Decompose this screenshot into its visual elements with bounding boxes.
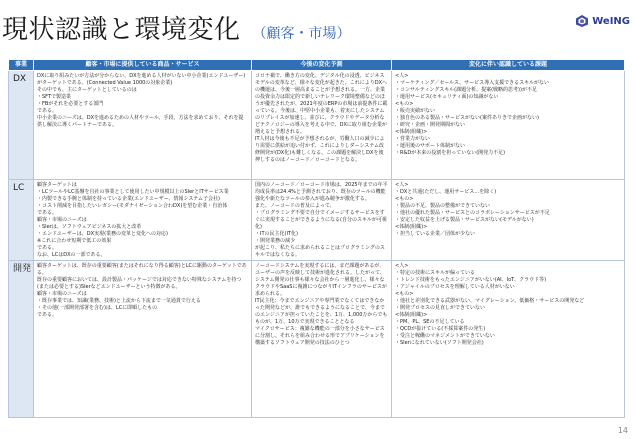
cell-line: である。 bbox=[37, 312, 58, 318]
cell-line: ・運用後のサポート体制がない bbox=[395, 143, 466, 149]
cell-line: <人> bbox=[395, 263, 409, 269]
cell-line: ・プログラミング不要で自分でイメージするサービスをすぐに実現することができるようになる(自分のスキルが可視化) bbox=[255, 210, 387, 230]
cell-line: である。 bbox=[37, 245, 58, 251]
forecast-cell bbox=[252, 261, 392, 418]
cell-line: ・ITの民主化(IT化) bbox=[255, 231, 298, 237]
forecast-cell bbox=[252, 71, 392, 180]
page-title bbox=[2, 9, 351, 46]
cell-line: <体制(組織)> bbox=[395, 312, 428, 318]
page-title-text: 現状認識と環境変化 bbox=[2, 15, 241, 45]
issues-cell bbox=[392, 261, 625, 418]
cell-line: である。 bbox=[37, 210, 58, 216]
issues-cell bbox=[392, 71, 625, 180]
cell-line: ・特定の技術にスキルが偏っている bbox=[395, 270, 475, 276]
forecast-cell bbox=[252, 180, 392, 261]
cell-line: ・研究・企画・開発期間がない bbox=[395, 122, 466, 128]
cell-line: ・コスト削減を目指したいレガシー(モダナイゼーション合わDX)を望む企業・自治体 bbox=[37, 203, 228, 209]
cell-line: ・開発業務の減少 bbox=[255, 238, 296, 244]
cell-line: <人> bbox=[395, 73, 409, 79]
category-cell: DX bbox=[9, 71, 34, 180]
cell-line: IT人材は今後も不足が予想されるが、労働人口の減少により需要に供給が追い付かず、これによりしダーシステム改修開発が(DX化)も難しくなる。この課題を解決しDXを後押しするのはノーコード／ローコードとなる。 bbox=[255, 136, 385, 163]
cell-line: <もの> bbox=[395, 196, 414, 202]
cell-line: ・営業力がない bbox=[395, 136, 431, 142]
cell-line: IT民主化：今までエンジニアや専門業でなくてはできなかった開発などが、誰でもできるようになることで、今までのエンジニアが担っていたことを、1万、1,000万からでもものが、1万、10万で実現できることとなる bbox=[255, 298, 388, 325]
cell-line: ・開発プロセスの見直しができていない bbox=[395, 305, 486, 311]
cell-line: ・運用サービス(セキュリティ面)の知識がない bbox=[395, 94, 499, 100]
cell-line: ・既存事業では、知識(業務、技術)と上流から下流まで一気通貫で行える bbox=[37, 298, 201, 304]
header-forecast: 今後の変化予測 bbox=[252, 60, 392, 71]
category-cell: 開発 bbox=[9, 261, 34, 418]
company-logo bbox=[575, 14, 630, 28]
products-cell bbox=[34, 180, 252, 261]
cell-line: ・トレンド技術をもったエンジニアがいない(AI、IoT、クラウド等) bbox=[395, 277, 547, 283]
cell-line: 中小企業のニーズは、DXを進めるための人材やツール、手段、方法を求めており、それを提供し解決に導くパートナーである。 bbox=[37, 115, 244, 128]
cell-line: ・アジャイルのプロセスを理解している人材がいない bbox=[395, 284, 515, 290]
cell-line: 顧客・市場のニーズは bbox=[37, 291, 87, 297]
cell-line: <体制(組織)> bbox=[395, 129, 428, 135]
cell-line: 国内のノーコード／ローコード市場は、2025年までの年平均成長率は24.4%と予測されており、既存のツールの機能強化や新たなツールの参入が進み競争が激化する。 bbox=[255, 182, 388, 202]
cell-line: ・安定した収益を上げる製品・サービスがない(モデルがない) bbox=[395, 217, 534, 223]
table-row-dx bbox=[9, 71, 625, 180]
category-cell: LC bbox=[9, 180, 34, 261]
cell-line: ・QCDが抜けている(不採算案件の発生) bbox=[395, 326, 486, 332]
cell-line: である。 bbox=[37, 108, 58, 114]
table-header-row bbox=[9, 60, 625, 71]
products-cell bbox=[34, 261, 252, 418]
cell-line: 顧客ターゲットは、既存の重要顧客(またはそれになり得る顧客)とLCに駆動のターゲットである。 bbox=[37, 263, 247, 276]
cell-line: マイクロサービス：複雑な機能の一部分を小さなサービスに分割し、それらを組み合わせる形でアプリケーションを構築するソフトウェア開発の技法のひとつ bbox=[255, 326, 385, 346]
cell-line: <体制(組織)> bbox=[395, 224, 428, 230]
cell-line: ・独自色のある製品・サービスがない(案件ありきで企画がない) bbox=[395, 115, 539, 121]
cell-line: ・販売実績がない bbox=[395, 108, 436, 114]
cell-line: が起こり、私たちに求められることはプログラミングのスキルではなくなる。 bbox=[255, 245, 385, 258]
table-row-development bbox=[9, 261, 625, 418]
cell-line: コロナ禍で、働き方の変化、デジタル化の浸透、ビジネスモデルの変革など、様々な変化が起きた。これによりDXへの機運は、今後一層高まることが予想される。一方、企業の投資余力は限定的で新しいテレワーク環境整備などのほうが優先されたが、2021年度のERPの市場は前提条件に載っている。今後は、中堅中小企業も、着実にしたシステムのリプレイスが加速し、並びに、クラウドやデータ分析などテクノロジーの導入を考える中で、DXに取り組む企業が増えると予想される。 bbox=[255, 73, 388, 135]
cell-line: その中でも、主にターゲットとしているのは bbox=[37, 87, 137, 93]
cell-line: ※これに合わせ短期で低工の効果 bbox=[37, 238, 112, 244]
cell-line: <もの> bbox=[395, 291, 414, 297]
logo-text: WeING bbox=[592, 15, 630, 27]
cell-line: ・内製できる手腕と体制を持っている企業(エンドユーザー、情報システム子会社) bbox=[37, 196, 221, 202]
cell-line: DXに取り組みたいが方法が分からない、DXを進める人材がいない中小企業(エンドユーザー)がターゲットである。(Connected Value 1000の対象企業) bbox=[37, 73, 246, 86]
weing-logo-icon bbox=[575, 14, 589, 28]
cell-line: 既存の重要顧客においては、設計製品・パッケージでは対応できない特殊なシステムを持つ(または必要とする)SIerなどエンドユーザーという特徴がある。 bbox=[37, 277, 242, 290]
cell-line: ・DXと共通(ただし、運用サービス…を除く) bbox=[395, 189, 497, 195]
cell-line: また、ノーコードの普及によって、 bbox=[255, 203, 335, 209]
products-cell bbox=[34, 71, 252, 180]
cell-line: ・その他(一部開発部署を含む)は、LCに即順したもの bbox=[37, 305, 158, 311]
cell-line: ・SFTで製造業 bbox=[37, 94, 72, 100]
cell-line: ・他社の優れた製品・サービスとのコラボレーションサービスが不足 bbox=[395, 210, 550, 216]
header-business: 事業 bbox=[9, 60, 34, 71]
status-table bbox=[8, 59, 625, 418]
cell-line: ノーコードシステムを実現するには、まだ課題があるが、ユーザーの声を反映して技術が進化される。したがって、システム開発の仕事も様々な会社から一層進化し、様々なクラウドやSaaSに複雑につながりITインフラのサービスが求められる。 bbox=[255, 263, 387, 297]
cell-line: <人> bbox=[395, 182, 409, 188]
cell-line: ・他社と差別化できる武器がない、マイグレーション、低価格・サービスの開発など bbox=[395, 298, 585, 304]
issues-cell bbox=[392, 180, 625, 261]
cell-line: ・LCツールやLC基盤を自社の事業として使用したい中規模以上のSIerとITサービス業 bbox=[37, 189, 229, 195]
cell-line: ・FBがそれを必要とする部門 bbox=[37, 101, 104, 107]
cell-line: ・エンドユーザーは、DX実現(業務の変革と変化への対応) bbox=[37, 231, 168, 237]
cell-line: ・製品の不足、製品の整備ができていない bbox=[395, 203, 491, 209]
cell-line: ・PM、PL、SEの不足している bbox=[395, 319, 465, 325]
cell-line: ・マーケティング／セールス、サービス導入支援できるスキルがない bbox=[395, 80, 550, 86]
cell-line: なお、LCはDXの一部である。 bbox=[37, 252, 106, 258]
cell-line: ・コンサルティングスキル(課題分析、提案(戦略的思考))が不足 bbox=[395, 87, 537, 93]
cell-line: 顧客・市場のニーズは bbox=[37, 217, 87, 223]
cell-line: ・SIerになれていない(ソフト開発会社) bbox=[395, 340, 484, 346]
page-number: 14 bbox=[617, 426, 628, 435]
cell-line: <もの> bbox=[395, 101, 414, 107]
page-subtitle: （顧客・市場） bbox=[252, 26, 351, 42]
header-issues: 変化に伴い認識している課題 bbox=[392, 60, 625, 71]
cell-line: ・SIerは、ソフトウェアビジネスの拡大と改革 bbox=[37, 224, 142, 230]
cell-line: 顧客ターゲットは bbox=[37, 182, 77, 188]
cell-line: ・受注と稼働のマネジメントができていない bbox=[395, 333, 495, 339]
header-products: 顧客・市場に提供している商品・サービス bbox=[34, 60, 252, 71]
table-row-lc bbox=[9, 180, 625, 261]
cell-line: ・担当している企業／団体が少ない bbox=[395, 231, 476, 237]
cell-line: ・R&Dが本来の役割を担っていない(開発力不足) bbox=[395, 150, 506, 156]
